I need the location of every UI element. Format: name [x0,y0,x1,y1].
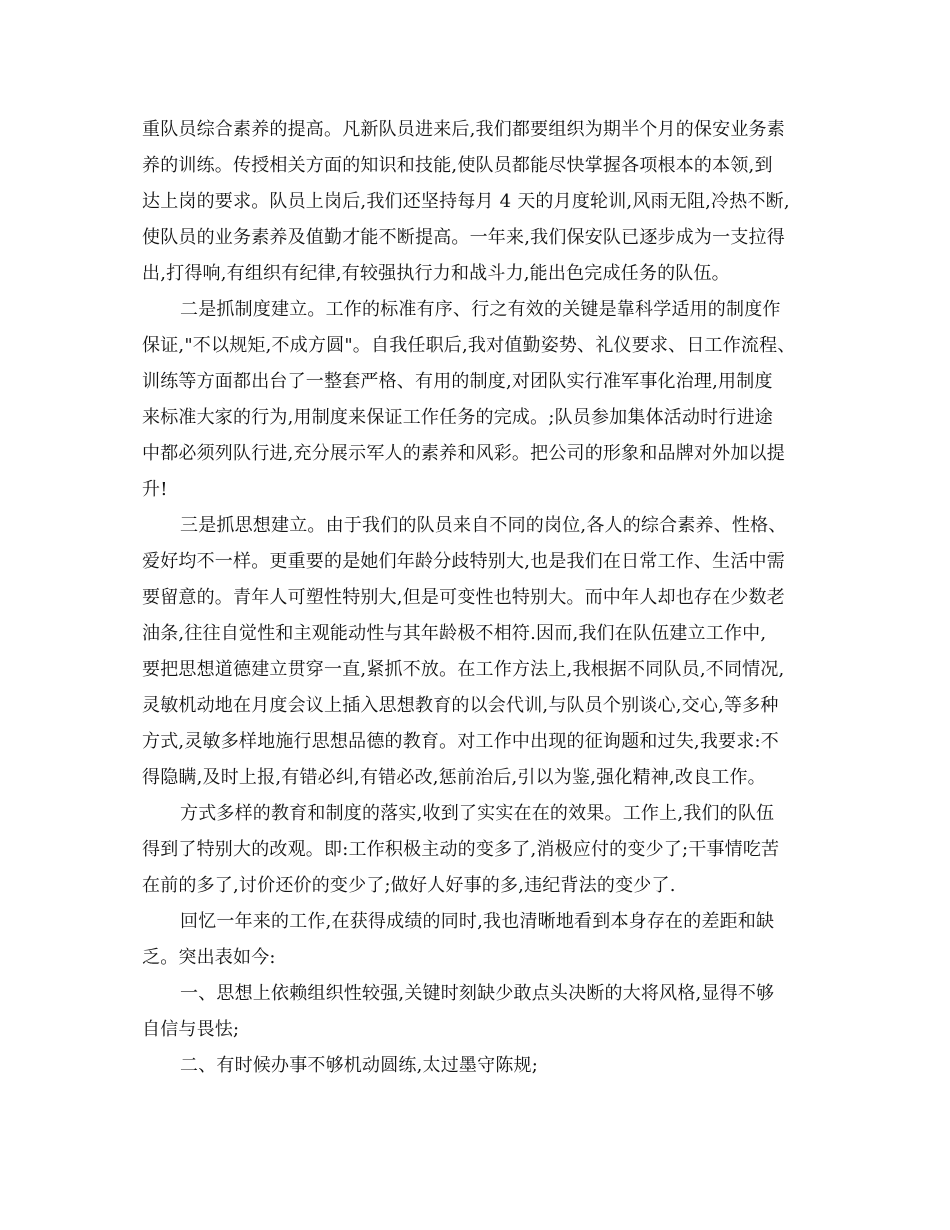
text-line: 自信与畏怯; [142,1019,240,1040]
text-line: 灵敏机动地在月度会议上插入思想教育的以会代训,与队员个别谈心,交心,等多种 [142,695,779,716]
paragraph-start: 方式多样的教育和制度的落实,收到了实实在在的效果。工作上,我们的队伍 [180,803,775,824]
text-line: 保证,"不以规矩,不成方圆"。自我任职后,我对值勤姿势、礼仪要求、日工作流程、 [142,335,796,356]
text-line: 重队员综合素养的提高。凡新队员进来后,我们都要组织为期半个月的保安业务素 [142,119,785,140]
text-line: 乏。突出表如今: [142,947,276,968]
text-line: 出,打得响,有组织有纪律,有较强执行力和战斗力,能出色完成任务的队伍。 [142,263,730,284]
text-line: 要留意的。青年人可塑性特别大,但是可变性也特别大。而中年人却也存在少数老 [142,587,785,608]
text-line: 达上岗的要求。队员上岗后,我们还坚持每月 4 天的月度轮训,风雨无阻,冷热不断, [142,191,790,212]
text-line: 要把思想道德建立贯穿一直,紧抓不放。在工作方法上,我根据不同队员,不同情况, [142,659,785,680]
text-line: 来标准大家的行为,用制度来保证工作任务的完成。;队员参加集体活动时行进途 [142,407,773,428]
text-line: 使队员的业务素养及值勤才能不断提高。一年来,我们保安队已逐步成为一支拉得 [142,227,785,248]
paragraph-start: 二、有时候办事不够机动圆练,太过墨守陈规; [180,1055,538,1076]
text-line: 得隐瞒,及时上报,有错必纠,有错必改,惩前治后,引以为鉴,强化精神,改良工作。 [142,767,766,788]
text-line: 爱好均不一样。更重要的是她们年龄分歧特别大,也是我们在日常工作、生活中需 [142,551,785,572]
text-line: 中都必须列队行进,充分展示军人的素养和风彩。把公司的形象和品牌对外加以提 [142,443,785,464]
paragraph-start: 一、思想上依赖组织性较强,关键时刻缺少敢点头决断的大将风格,显得不够 [180,983,775,1004]
text-line: 在前的多了,讨价还价的变少了;做好人好事的多,违纪背法的变少了. [142,875,676,896]
paragraph-start: 三是抓思想建立。由于我们的队员来自不同的岗位,各人的综合素养、性格、 [180,515,787,536]
text-line: 油条,往往自觉性和主观能动性与其年龄极不相符.因而,我们在队伍建立工作中, [142,623,767,644]
text-line: 方式,灵敏多样地施行思想品德的教育。对工作中出现的征询题和过失,我要求:不 [142,731,779,752]
text-line: 训练等方面都出台了一整套严格、有用的制度,对团队实行准军事化治理,用制度 [142,371,773,392]
text-line: 养的训练。传授相关方面的知识和技能,使队员都能尽快掌握各项根本的本领,到 [142,155,773,176]
text-line: 得到了特别大的改观。即:工作积极主动的变多了,消极应付的变少了;干事情吃苦 [142,839,780,860]
paragraph-start: 回忆一年来的工作,在获得成绩的同时,我也清晰地看到本身存在的差距和缺 [180,911,775,932]
text-line: 升! [142,479,168,500]
paragraph-start: 二是抓制度建立。工作的标准有序、行之有效的关键是靠科学适用的制度作 [180,299,781,320]
